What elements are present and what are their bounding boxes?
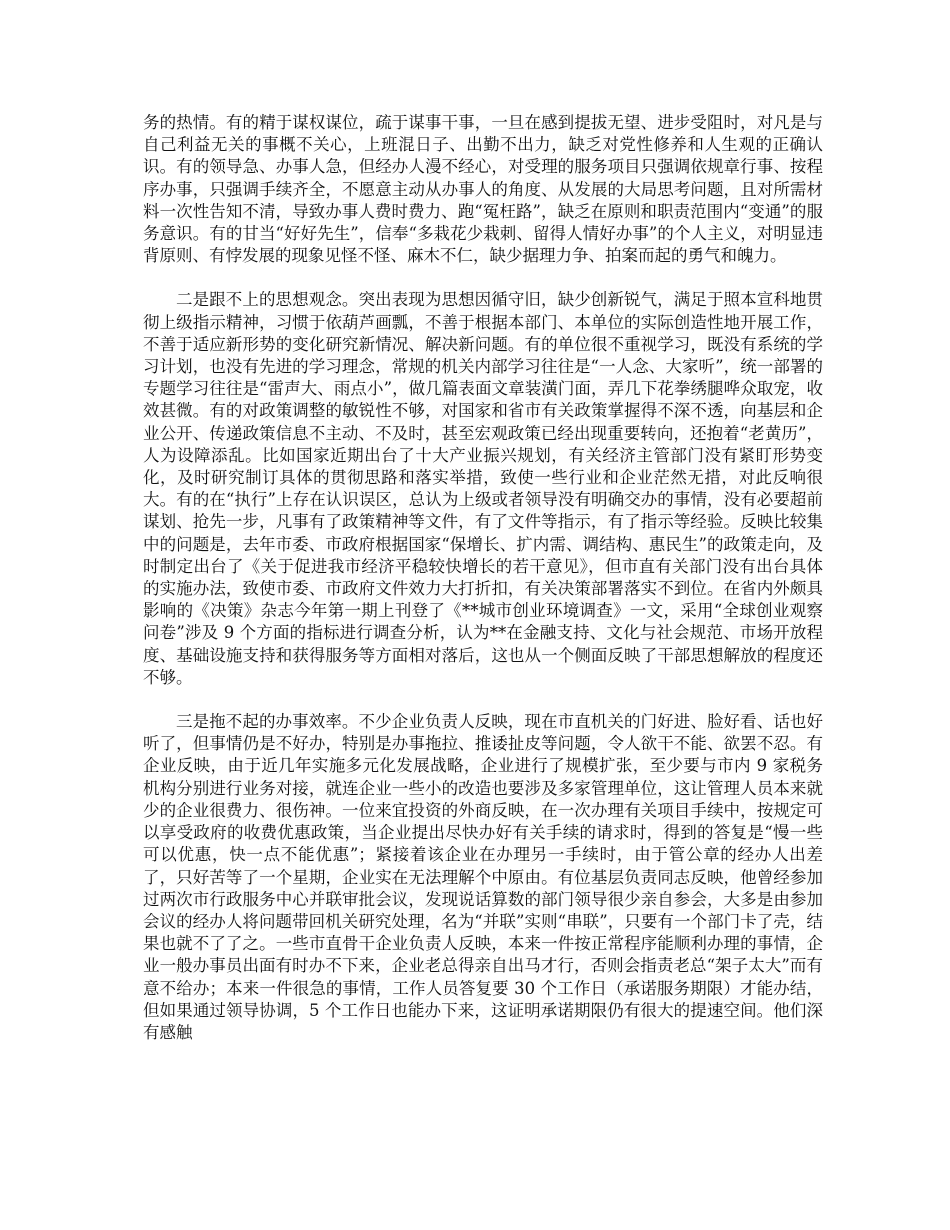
paragraph-thinking-concepts: 二是跟不上的思想观念。突出表现为思想因循守旧，缺少创新锐气，满足于照本宣科地贯彻上级指示精神，习惯于依葫芦画瓢，不善于根据本部门、本单位的实际创造性地开展工作，不善于适应新形势的变化研究新情况、解决新问题。有的单位很不重视学习，既没有系统的学习计划，也没有先进的学习理念，常规的机关内部学习往往是“一人念、大家听”，统一部署的专题学习往往是“雷声大、雨点小”，做几篇表面文章装潢门面，弄几下花拳绣腿哗众取宠，收效甚微。有的对政策调整的敏锐性不够，对国家和省市有关政策掌握得不深不透，向基层和企业公开、传递政策信息不主动、不及时，甚至宏观政策已经出现重要转向，还抱着“老黄历”，人为设障添乱。比如国家近期出台了十大产业振兴规划，有关经济主管部门没有紧盯形势变化，及时研究制订具体的贯彻思路和落实举措，致使一些行业和企业茫然无措，对此反响很大。有的在“执行”上存在认识误区，总认为上级或者领导没有明确交办的事情，没有必要超前谋划、抢先一步，凡事有了政策精神等文件，有了文件等指示，有了指示等经验。反映比较集中的问题是，去年市委、市政府根据国家“保增长、扩内需、调结构、惠民生”的政策走向，及时制定出台了《关于促进我市经济平稳较快增长的若干意见》，但市直有关部门没有出台具体的实施办法，致使市委、市政府文件效力大打折扣，有关决策部署落实不到位。在省内外颇具影响的《决策》杂志今年第一期上刊登了《**城市创业环境调查》一文，采用“全球创业观察问卷”涉及 9 个方面的指标进行调查分析，认为**在金融支持、文化与社会规范、市场开放程度、基础设施支持和获得服务等方面相对落后，这也从一个侧面反映了干部思想解放的程度还不够。	[143, 290, 823, 687]
paragraph-work-efficiency: 三是拖不起的办事效率。不少企业负责人反映，现在市直机关的门好进、脸好看、话也好听了，但事情仍是不好办，特别是办事拖拉、推诿扯皮等问题，令人欲干不能、欲罢不忍。有企业反映，由于近几年实施多元化发展战略，企业进行了规模扩张，至少要与市内 9 家税务机构分别进行业务对接，就连企业一些小的改造也要涉及多家管理单位，这让管理人员本来就少的企业很费力、很伤神。一位来宜投资的外商反映，在一次办理有关项目手续中，按规定可以享受政府的收费优惠政策，当企业提出尽快办好有关手续的请求时，得到的答复是“慢一些可以优惠，快一点不能优惠”；紧接着该企业在办理另一手续时，由于管公章的经办人出差了，只好苦等了一个星期，企业实在无法理解个中原由。有位基层负责同志反映，他曾经参加过两次市行政服务中心并联审批会议，发现说话算数的部门领导很少亲自参会，大多是由参加会议的经办人将问题带回机关研究处理，名为“并联”实则“串联”，只要有一个部门卡了壳，结果也就不了了之。一些市直骨干企业负责人反映，本来一件按正常程序能顺利办理的事情，企业一般办事员出面有时办不下来，企业老总得亲自出马才行，否则会指责老总“架子太大”而有意不给办；本来一件很急的事情，工作人员答复要 30 个工作日（承诺服务期限）才能办结，但如果通过领导协调，5 个工作日也能办下来，这证明承诺期限仍有很大的提速空间。他们深有感触	[143, 712, 823, 1042]
paragraph-continued: 务的热情。有的精于谋权谋位，疏于谋事干事，一旦在感到提拔无望、进步受阻时，对凡是与自己利益无关的事概不关心，上班混日子、出勤不出力，缺乏对党性修养和人生观的正确认识。有的领导急、办事人急，但经办人漫不经心，对受理的服务项目只强调依规章行事、按程序办事，只强调手续齐全，不愿意主动从办事人的角度、从发展的大局思考问题，且对所需材料一次性告知不清，导致办事人费时费力、跑“冤枉路”，缺乏在原则和职责范围内“变通”的服务意识。有的甘当“好好先生”，信奉“多栽花少栽刺、留得人情好办事”的个人主义，对明显违背原则、有悖发展的现象见怪不怪、麻木不仁，缺少据理力争、拍案而起的勇气和魄力。	[143, 113, 823, 266]
document-body	[143, 112, 823, 1044]
